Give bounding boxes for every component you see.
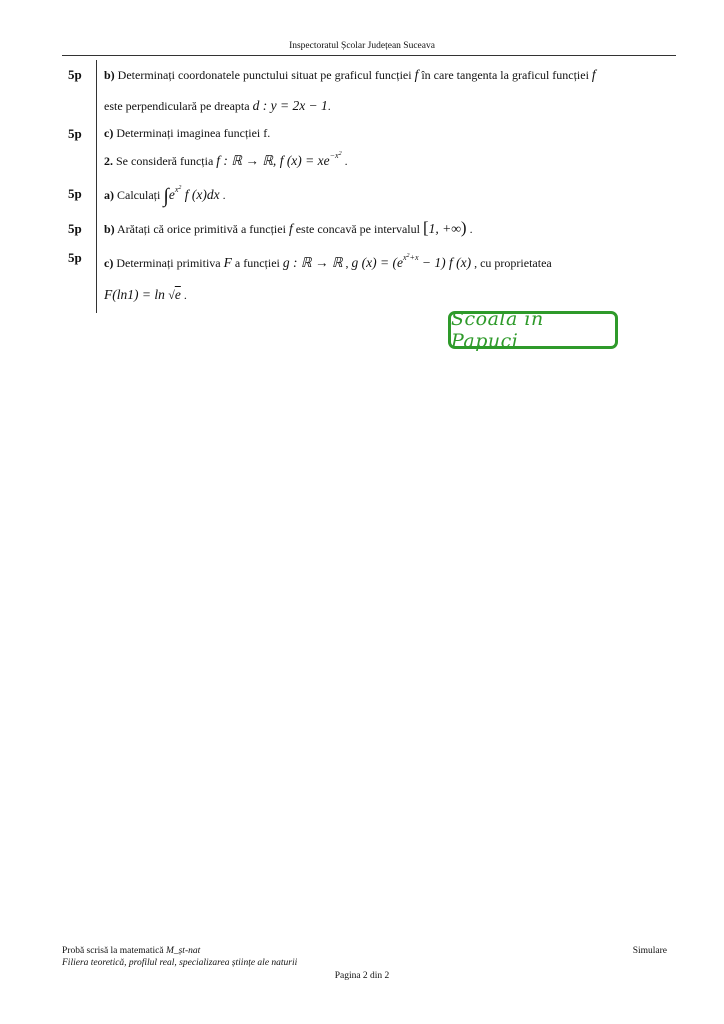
points-column-divider [96, 60, 97, 313]
item-c1-label: c) [104, 126, 114, 140]
item-c2-exponent: x2+x [402, 253, 419, 262]
exercise-2-end: . [341, 154, 348, 168]
item-b1-line2 [104, 98, 331, 114]
exercise-2-exponent: −x2 [329, 151, 342, 160]
interval-value: 1, +∞ [428, 221, 461, 236]
exercise-2-domain: f : ℝ → ℝ, [216, 153, 280, 168]
item-b1-line2-text: este perpendiculară pe dreapta [104, 99, 253, 113]
item-c2-line1 [104, 255, 552, 271]
item-b1-label: b) [104, 68, 115, 82]
sqrt-argument: e [174, 287, 181, 302]
item-a2-exponent: x2 [174, 185, 182, 194]
exercise-2-text: Se consideră funcția [113, 154, 217, 168]
logo-text: Scoala in Papuci [451, 308, 544, 352]
points-b2: 5p [68, 221, 82, 236]
interval-open-bracket: [ [422, 218, 429, 237]
exercise-2-definition: f (x) = xe [279, 153, 330, 168]
footer-subject-code: M_șt-nat [165, 946, 201, 956]
footer-left-line2: Filiera teoretică, profilul real, specializarea științe ale naturii [62, 958, 298, 968]
points-c2: 5p [68, 250, 82, 265]
points-b1: 5p [68, 67, 82, 82]
item-c2-text: Determinați primitiva [113, 256, 224, 270]
item-b1-line2-end: . [327, 99, 331, 113]
item-c2-text2: a funcției [231, 256, 283, 270]
points-c1: 5p [68, 126, 82, 141]
item-a2-base: e [168, 187, 175, 202]
item-b2-text2: este concavă pe intervalul [292, 222, 423, 236]
item-a2-rest: f (x)dx [181, 187, 220, 202]
sqrt-sign: √ [168, 288, 175, 302]
item-b1-text2: în care tangenta la graficul funcției [418, 68, 592, 82]
header-rule [62, 55, 676, 56]
interval-close-bracket: ) [460, 218, 467, 237]
item-c1-text: Determinați imaginea funcției f. [113, 126, 271, 140]
page-header: Inspectoratul Școlar Județean Suceava [289, 41, 435, 51]
exercise-2-label: 2. [104, 154, 113, 168]
item-c2-label: c) [104, 256, 114, 270]
item-c2-comma: , [342, 256, 352, 270]
item-c2-F: F [223, 255, 232, 270]
item-b1-text1: Determinați coordonatele punctului situat pe graficul funcției [114, 68, 415, 82]
item-b2-end: . [466, 222, 473, 236]
item-b2-text: Arătați că orice primitivă a funcției [114, 222, 289, 236]
item-a2-text: Calculați [114, 188, 164, 202]
scoala-in-papuci-logo [448, 308, 618, 352]
item-b1-f1: f [414, 67, 419, 82]
item-c1-line [104, 126, 270, 141]
item-b1-line2-math: d : y = 2x − 1 [252, 98, 328, 113]
footer-page-number: Pagina 2 din 2 [334, 971, 390, 981]
item-a2-end: . [219, 188, 226, 202]
item-c2-tail: − 1) f (x) [418, 255, 472, 270]
item-b2-f: f [288, 221, 293, 236]
item-a2-line [104, 182, 226, 205]
item-b1-f2: f [591, 67, 596, 82]
integral-sign: ∫ [163, 185, 169, 207]
item-b2-line [104, 218, 473, 238]
item-c2-g-domain: g : ℝ → ℝ [282, 255, 343, 270]
item-a2-label: a) [104, 188, 114, 202]
item-c2-line2-end: . [180, 288, 187, 302]
item-c2-condition: F(ln1) = ln [104, 287, 169, 302]
footer-right: Simulare [632, 946, 667, 956]
item-b1-line1 [104, 67, 596, 83]
exercise-2-statement [104, 153, 348, 169]
points-a2: 5p [68, 186, 82, 201]
footer-left-line1: Probă scrisă la matematică M_șt-nat [62, 946, 201, 956]
item-c2-text3: , cu proprietatea [471, 256, 552, 270]
item-c2-line2 [104, 287, 187, 303]
item-b2-label: b) [104, 222, 115, 236]
item-c2-g-def: g (x) = (e [351, 255, 403, 270]
